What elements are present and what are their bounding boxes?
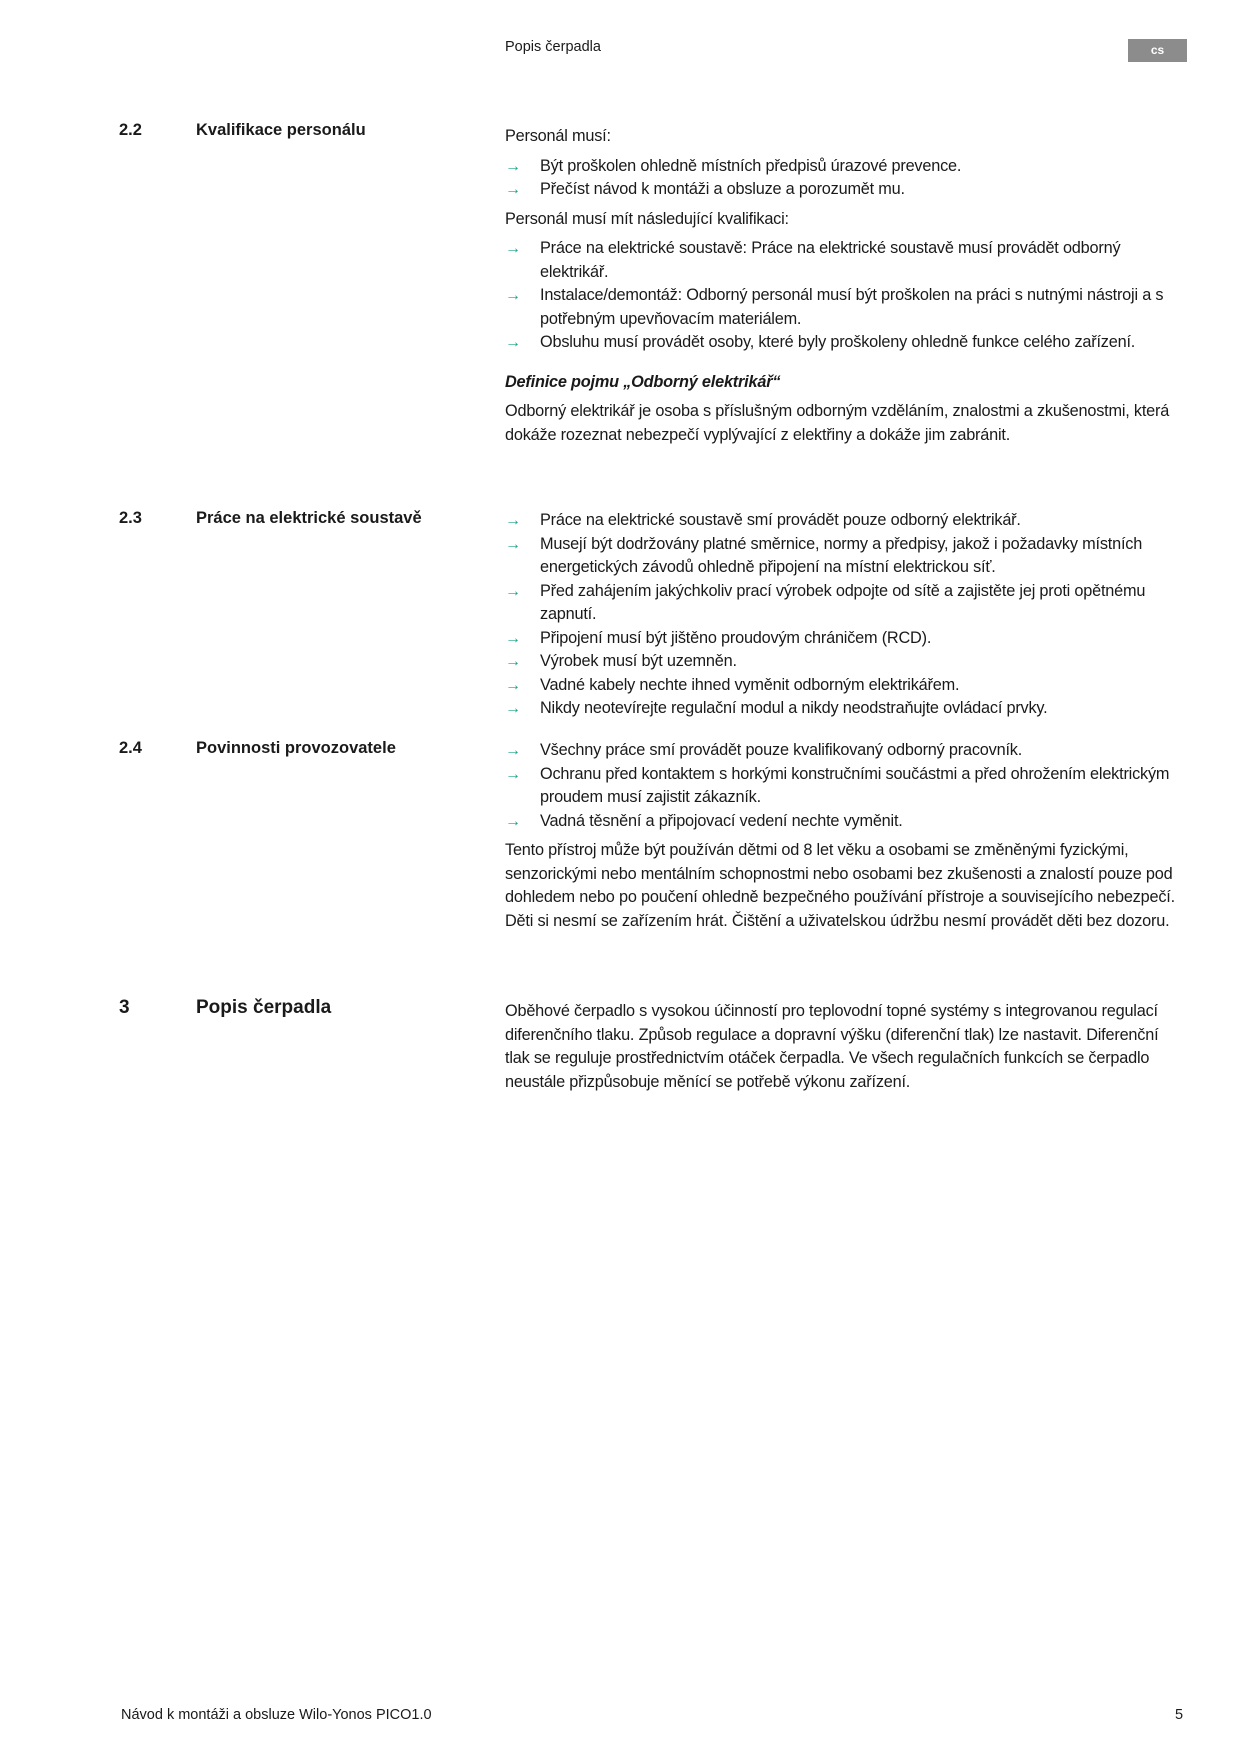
list-item [505, 650, 1175, 674]
footer-doc-title: Návod k montáži a obsluze Wilo-Yonos PICO1.0 [121, 1707, 432, 1723]
list-item-text: Nikdy neotevírejte regulační modul a nikdy neodstraňujte ovládací prvky. [540, 699, 1048, 717]
paragraph: Oběhové čerpadlo s vysokou účinností pro teplovodní topné systémy s integrovanou regulací diferenčního tlaku. Způsob regulace a dopravní výšku (diferenční tlak) lze nastavit. Diferenční tlak se reguluje prostřednictvím otáček čerpadla. Ve všech regulačních funkcích se čerpadlo neustále přizpůsobuje měnící se potřebě výkonu zařízení. [505, 1002, 1159, 1091]
section-title: Kvalifikace personálu [196, 121, 366, 139]
list-item-text: Práce na elektrické soustavě: Práce na elektrické soustavě musí provádět odborný elektrikář. [540, 239, 1121, 281]
section-body [505, 509, 1175, 727]
intro-text: Personál musí mít následující kvalifikaci: [505, 209, 789, 228]
list-item [505, 284, 1175, 331]
bullet-list [505, 237, 1175, 355]
list-item-text: Připojení musí být jištěno proudovým chráničem (RCD). [540, 628, 932, 647]
intro-text: Personál musí: [505, 127, 611, 145]
list-item [505, 674, 1175, 698]
arrow-right-icon: → [505, 812, 521, 830]
section-number: 2.2 [119, 121, 142, 139]
section-title: Práce na elektrické soustavě [196, 509, 422, 527]
list-item [505, 155, 1175, 179]
arrow-right-icon: → [505, 240, 521, 257]
list-item-text: Instalace/demontáž: Odborný personál musí být proškolen na práci s nutnými nástroji a s potřebným upevňovacím materiálem. [540, 286, 1164, 328]
definition-title: Definice pojmu „Odborný elektrikář“ [505, 372, 781, 391]
section-body [505, 1000, 1175, 1100]
list-item-text: Obsluhu musí provádět osoby, které byly proškoleny ohledně funkce celého zařízení. [540, 333, 1136, 351]
section-title: Povinnosti provozovatele [196, 739, 396, 757]
arrow-right-icon: → [505, 700, 521, 717]
list-item [505, 178, 1175, 202]
page-number: 5 [1175, 1707, 1184, 1723]
section-body [505, 125, 1175, 453]
bullet-list [505, 739, 1175, 833]
list-item [505, 509, 1175, 533]
arrow-right-icon: → [505, 334, 521, 351]
list-item [505, 697, 1175, 721]
list-item [505, 580, 1175, 627]
arrow-right-icon: → [505, 629, 521, 647]
list-item-text: Výrobek musí být uzemněn. [540, 652, 737, 670]
list-item [505, 237, 1175, 284]
arrow-right-icon: → [505, 157, 521, 175]
list-item-text: Ochranu před kontaktem s horkými konstručními součástmi a před ohrožením elektrickým proudem musí zajistit zákazník. [540, 764, 1170, 806]
arrow-right-icon: → [505, 512, 521, 529]
section-title: Popis čerpadla [196, 997, 332, 1018]
running-header: Popis čerpadla [505, 39, 601, 55]
list-item-text: Před zahájením jakýchkoliv prací výrobek odpojte od sítě a zajistěte jej proti opětnému zapnutí. [540, 581, 1146, 623]
arrow-right-icon: → [505, 181, 521, 198]
list-item-text: Všechny práce smí provádět pouze kvalifikovaný odborný pracovník. [540, 741, 1023, 759]
arrow-right-icon: → [505, 582, 521, 600]
list-item-text: Být proškolen ohledně místních předpisů úrazové prevence. [540, 156, 962, 175]
arrow-right-icon: → [505, 287, 521, 304]
list-item-text: Práce na elektrické soustavě smí provádět pouze odborný elektrikář. [540, 511, 1021, 529]
section-number: 3 [119, 997, 130, 1018]
list-item [505, 810, 1175, 834]
section-number: 2.3 [119, 509, 142, 527]
list-item-text: Vadné kabely nechte ihned vyměnit odborným elektrikářem. [540, 675, 960, 694]
list-item [505, 627, 1175, 651]
section-number: 2.4 [119, 739, 142, 757]
language-badge: cs [1128, 39, 1187, 62]
section-body [505, 739, 1175, 939]
list-item [505, 331, 1175, 355]
list-item-text: Přečíst návod k montáži a obsluze a porozumět mu. [540, 180, 905, 198]
arrow-right-icon: → [505, 742, 521, 759]
list-item-text: Vadná těsnění a připojovací vedení nechte vyměnit. [540, 811, 903, 830]
arrow-right-icon: → [505, 653, 521, 670]
arrow-right-icon: → [505, 535, 521, 553]
list-item [505, 533, 1175, 580]
list-item [505, 763, 1175, 810]
list-item-text: Musejí být dodržovány platné směrnice, normy a předpisy, jakož i požadavky místních energetických závodů ohledně připojení na místní elektrickou síť. [540, 534, 1143, 576]
arrow-right-icon: → [505, 765, 521, 783]
paragraph: Tento přístroj může být používán dětmi od 8 let věku a osobami se změněnými fyzickými, senzorickými nebo mentálním schopnostmi nebo osobami bez zkušenosti a znalostí pouze pod dohledem nebo po poučení ohledně bezpečného používání přístroje a souvisejícího nebezpečí. Děti si nesmí se zařízením hrát. Čištění a uživatelskou údržbu nesmí provádět děti bez dozoru. [505, 841, 1175, 930]
bullet-list [505, 155, 1175, 202]
arrow-right-icon: → [505, 676, 521, 694]
list-item [505, 739, 1175, 763]
definition-text: Odborný elektrikář je osoba s příslušným odborným vzděláním, znalostmi a zkušenostmi, která dokáže rozeznat nebezpečí vyplývající z elektřiny a dokáže jim zabránit. [505, 402, 1170, 444]
bullet-list [505, 509, 1175, 721]
